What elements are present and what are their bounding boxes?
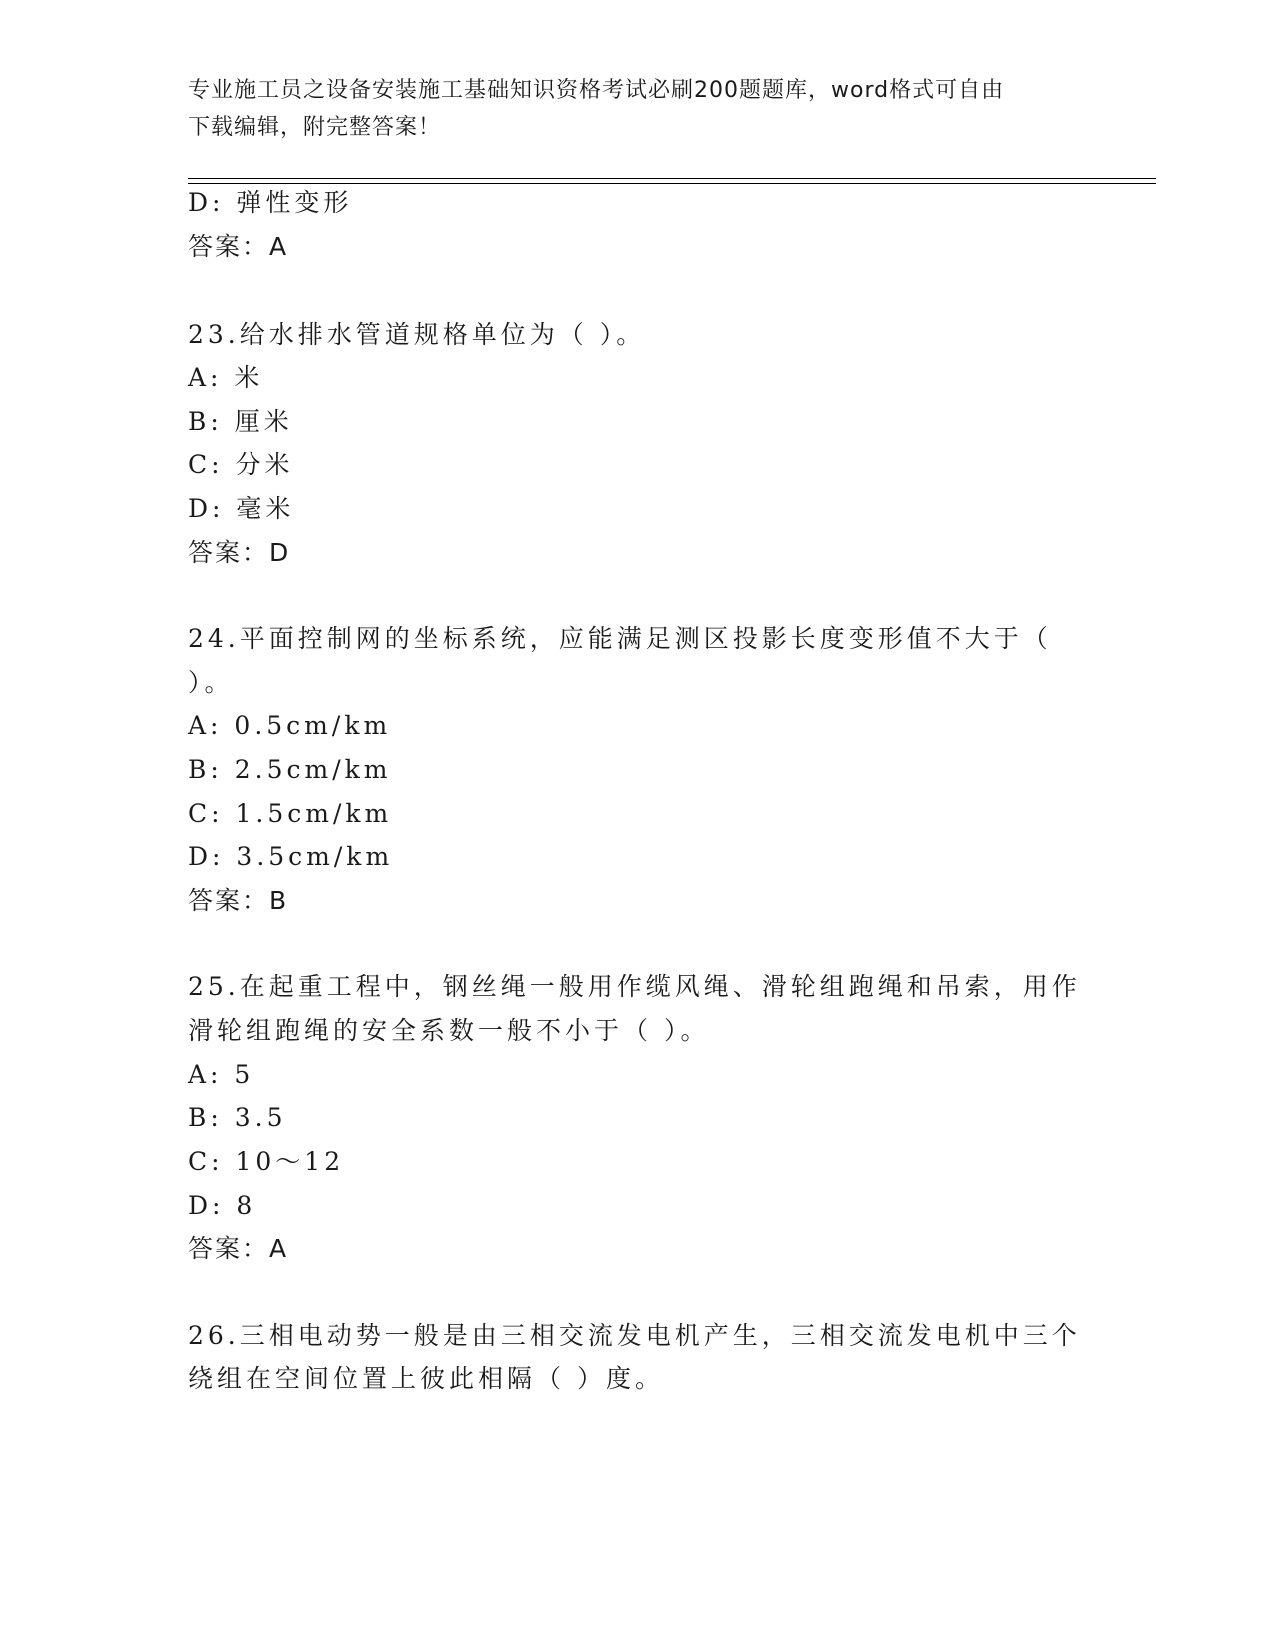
question-26-stem-line-1: 26.三相电动势一般是由三相交流发电机产生，三相交流发电机中三个: [188, 1321, 1081, 1350]
header-divider-bottom: [188, 183, 1156, 184]
question-24-stem-line-1: 24.平面控制网的坐标系统，应能满足测区投影长度变形值不大于（: [188, 624, 1052, 653]
question-24-answer: 答案：B: [188, 886, 289, 915]
question-23-stem: 23.给水排水管道规格单位为（ ）。: [188, 320, 646, 349]
question-23-option-c: C: 分米: [188, 450, 294, 479]
header-divider-top: [188, 178, 1156, 179]
header-title-line-2: 下载编辑，附完整答案！: [188, 115, 442, 140]
question-23-option-d: D: 毫米: [188, 494, 295, 523]
question-23-option-b: B: 厘米: [188, 407, 293, 436]
question-24-stem-line-2: ）。: [188, 668, 234, 697]
question-25-stem-line-1: 25.在起重工程中，钢丝绳一般用作缆风绳、滑轮组跑绳和吊索，用作: [188, 972, 1081, 1001]
question-24-option-d: D: 3.5cm/km: [188, 842, 394, 871]
question-22-option-d: D: 弹性变形: [188, 188, 353, 217]
question-24-option-c: C: 1.5cm/km: [188, 799, 393, 828]
question-25-option-a: A: 5: [188, 1060, 255, 1089]
question-25-option-c: C: 10～12: [188, 1147, 345, 1176]
question-25-answer: 答案：A: [188, 1234, 289, 1263]
document-header: [188, 72, 1068, 146]
question-23-option-a: A: 米: [188, 363, 264, 392]
question-25-option-b: B: 3.5: [188, 1103, 287, 1132]
question-23-answer: 答案：D: [188, 538, 291, 567]
question-24-option-b: B: 2.5cm/km: [188, 755, 392, 784]
question-24-option-a: A: 0.5cm/km: [188, 711, 392, 740]
question-25-stem-line-2: 滑轮组跑绳的安全系数一般不小于（ ）。: [188, 1016, 710, 1045]
question-22-answer: 答案：A: [188, 232, 289, 261]
header-title-line-1: 专业施工员之设备安装施工基础知识资格考试必刷200题题库，word格式可自由: [188, 78, 1005, 103]
question-25-option-d: D: 8: [188, 1191, 257, 1220]
question-26-stem-line-2: 绕组在空间位置上彼此相隔（ ）度。: [188, 1364, 664, 1393]
